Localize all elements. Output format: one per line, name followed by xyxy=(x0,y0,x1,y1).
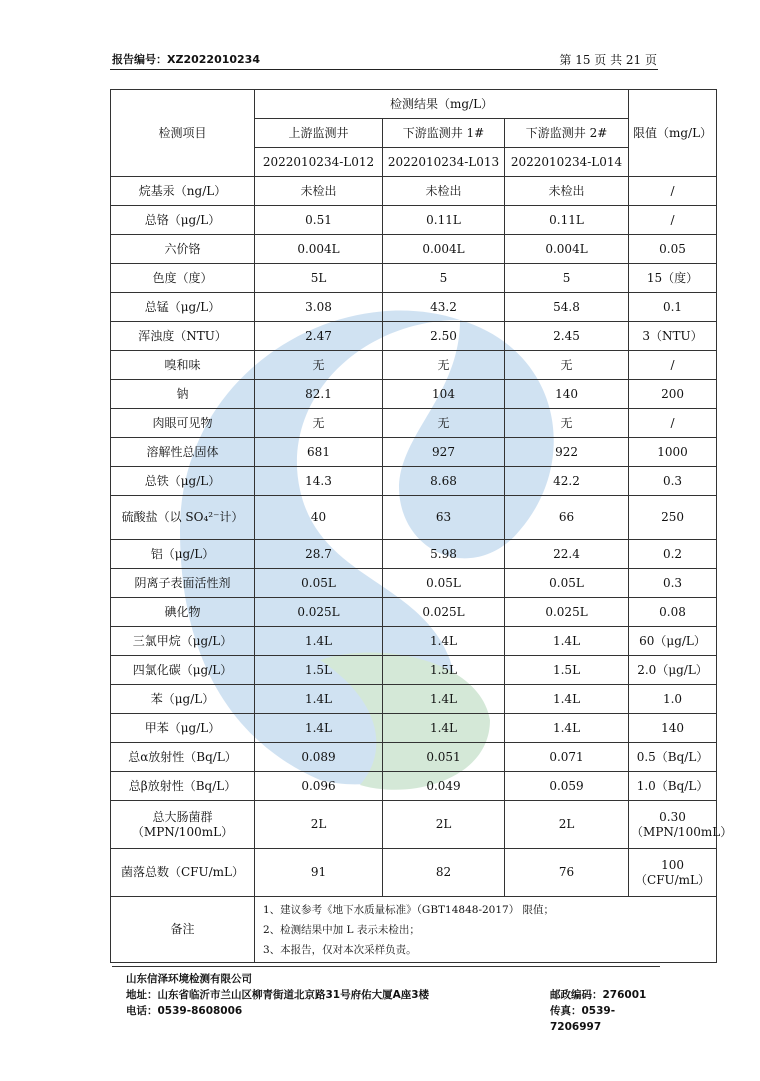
item-cell: 总β放射性（Bq/L） xyxy=(111,772,255,801)
item-cell: 甲苯（μg/L） xyxy=(111,714,255,743)
limit-cell: 140 xyxy=(629,714,717,743)
table-row xyxy=(111,540,717,569)
value-cell: 91 xyxy=(255,849,383,897)
table-row xyxy=(111,772,717,801)
sample-id: 2022010234-L013 xyxy=(383,148,505,177)
value-cell: 0.05L xyxy=(505,569,629,598)
limit-cell: 1.0（Bq/L） xyxy=(629,772,717,801)
value-cell: 5L xyxy=(255,264,383,293)
value-cell: 140 xyxy=(505,380,629,409)
value-cell: 5 xyxy=(505,264,629,293)
value-cell: 2L xyxy=(255,801,383,849)
limit-cell: 15（度） xyxy=(629,264,717,293)
header-divider xyxy=(110,69,658,70)
well-name: 下游监测井 2# xyxy=(505,119,629,148)
table-row xyxy=(111,627,717,656)
limit-cell: 200 xyxy=(629,380,717,409)
limit-cell: / xyxy=(629,177,717,206)
value-cell: 54.8 xyxy=(505,293,629,322)
footer-divider xyxy=(112,966,660,967)
table-row xyxy=(111,206,717,235)
item-cell: 色度（度） xyxy=(111,264,255,293)
value-cell: 无 xyxy=(505,351,629,380)
value-cell: 1.4L xyxy=(505,714,629,743)
well-name: 下游监测井 1# xyxy=(383,119,505,148)
value-cell: 0.025L xyxy=(255,598,383,627)
company-name: 山东信泽环境检测有限公司 xyxy=(126,973,252,985)
note-line: 1、建议参考《地下水质量标准》（GBT14848-2017） 限值； xyxy=(263,903,555,916)
value-cell: 0.004L xyxy=(383,235,505,264)
value-cell: 0.004L xyxy=(255,235,383,264)
value-cell: 1.4L xyxy=(383,627,505,656)
value-cell: 63 xyxy=(383,496,505,540)
company-phone: 电话：0539-8608006 xyxy=(126,1005,243,1017)
limit-cell: 60（μg/L） xyxy=(629,627,717,656)
result-header: 检测结果（mg/L） xyxy=(255,90,629,119)
limit-cell: 3（NTU） xyxy=(629,322,717,351)
value-cell: 2.47 xyxy=(255,322,383,351)
item-cell: 阴离子表面活性剂 xyxy=(111,569,255,598)
company-address: 地址：山东省临沂市兰山区柳青街道北京路31号府佑大厦A座3楼 xyxy=(126,989,430,1001)
value-cell: 1.4L xyxy=(383,714,505,743)
value-cell: 未检出 xyxy=(383,177,505,206)
sample-id: 2022010234-L014 xyxy=(505,148,629,177)
value-cell: 无 xyxy=(255,409,383,438)
value-cell: 82.1 xyxy=(255,380,383,409)
limit-cell: 0.1 xyxy=(629,293,717,322)
value-cell: 5.98 xyxy=(383,540,505,569)
value-cell: 3.08 xyxy=(255,293,383,322)
table-row xyxy=(111,351,717,380)
item-cell: 铝（μg/L） xyxy=(111,540,255,569)
table-row xyxy=(111,685,717,714)
notes-row xyxy=(111,897,717,963)
notes-content xyxy=(255,897,717,963)
fax: 传真：0539-7206997 xyxy=(550,1005,616,1033)
limit-cell: 0.08 xyxy=(629,598,717,627)
limit-cell: / xyxy=(629,409,717,438)
table-row xyxy=(111,322,717,351)
table-row xyxy=(111,656,717,685)
value-cell: 0.004L xyxy=(505,235,629,264)
value-cell: 无 xyxy=(383,409,505,438)
value-cell: 927 xyxy=(383,438,505,467)
well-name: 上游监测井 xyxy=(255,119,383,148)
item-cell: 溶解性总固体 xyxy=(111,438,255,467)
value-cell: 14.3 xyxy=(255,467,383,496)
value-cell: 1.4L xyxy=(255,714,383,743)
postcode: 邮政编码：276001 xyxy=(550,989,647,1001)
value-cell: 22.4 xyxy=(505,540,629,569)
table-row xyxy=(111,496,717,540)
limit-header: 限值（mg/L） xyxy=(629,90,717,177)
value-cell: 0.051 xyxy=(383,743,505,772)
value-cell: 0.071 xyxy=(505,743,629,772)
table-row xyxy=(111,801,717,849)
value-cell: 5 xyxy=(383,264,505,293)
value-cell: 66 xyxy=(505,496,629,540)
value-cell: 8.68 xyxy=(383,467,505,496)
item-cell: 碘化物 xyxy=(111,598,255,627)
item-cell: 肉眼可见物 xyxy=(111,409,255,438)
item-cell: 六价铬 xyxy=(111,235,255,264)
item-cell: 嗅和味 xyxy=(111,351,255,380)
item-cell: 总铬（μg/L） xyxy=(111,206,255,235)
item-cell: 钠 xyxy=(111,380,255,409)
note-line: 3、本报告，仅对本次采样负责。 xyxy=(263,943,417,956)
value-cell: 42.2 xyxy=(505,467,629,496)
value-cell: 1.5L xyxy=(383,656,505,685)
value-cell: 1.4L xyxy=(255,685,383,714)
page-header xyxy=(0,0,760,80)
limit-cell: / xyxy=(629,206,717,235)
item-cell: 总α放射性（Bq/L） xyxy=(111,743,255,772)
value-cell: 922 xyxy=(505,438,629,467)
table-row xyxy=(111,569,717,598)
value-cell: 1.4L xyxy=(505,627,629,656)
value-cell: 0.059 xyxy=(505,772,629,801)
value-cell: 1.4L xyxy=(505,685,629,714)
value-cell: 0.025L xyxy=(505,598,629,627)
item-cell: 浑浊度（NTU） xyxy=(111,322,255,351)
value-cell: 1.5L xyxy=(255,656,383,685)
value-cell: 无 xyxy=(505,409,629,438)
table-row xyxy=(111,467,717,496)
value-cell: 无 xyxy=(383,351,505,380)
table-row xyxy=(111,743,717,772)
table-row xyxy=(111,264,717,293)
item-cell: 苯（μg/L） xyxy=(111,685,255,714)
value-cell: 0.05L xyxy=(383,569,505,598)
limit-cell: 2.0（μg/L） xyxy=(629,656,717,685)
value-cell: 0.51 xyxy=(255,206,383,235)
sample-id: 2022010234-L012 xyxy=(255,148,383,177)
table-row xyxy=(111,714,717,743)
limit-cell: 0.2 xyxy=(629,540,717,569)
limit-cell: 100（CFU/mL） xyxy=(629,849,717,897)
table-row xyxy=(111,849,717,897)
page-number: 第 15 页 共 21 页 xyxy=(559,53,657,67)
item-header: 检测项目 xyxy=(111,90,255,177)
table-row xyxy=(111,293,717,322)
value-cell: 0.025L xyxy=(383,598,505,627)
limit-cell: 1.0 xyxy=(629,685,717,714)
notes-label: 备注 xyxy=(111,897,255,963)
page-footer xyxy=(126,971,660,1033)
table-row xyxy=(111,177,717,206)
value-cell: 82 xyxy=(383,849,505,897)
table-row xyxy=(111,380,717,409)
value-cell: 0.049 xyxy=(383,772,505,801)
limit-cell: 0.3 xyxy=(629,467,717,496)
item-cell: 烷基汞（ng/L） xyxy=(111,177,255,206)
item-cell: 总铁（μg/L） xyxy=(111,467,255,496)
item-cell: 硫酸盐（以 SO₄²⁻计） xyxy=(111,496,255,540)
report-number: 报告编号：XZ2022010234 xyxy=(112,53,260,66)
item-cell: 四氯化碳（μg/L） xyxy=(111,656,255,685)
limit-cell: 0.5（Bq/L） xyxy=(629,743,717,772)
value-cell: 28.7 xyxy=(255,540,383,569)
value-cell: 1.4L xyxy=(383,685,505,714)
value-cell: 681 xyxy=(255,438,383,467)
value-cell: 104 xyxy=(383,380,505,409)
value-cell: 2.45 xyxy=(505,322,629,351)
value-cell: 未检出 xyxy=(255,177,383,206)
table-row xyxy=(111,438,717,467)
table-row xyxy=(111,235,717,264)
limit-cell: 1000 xyxy=(629,438,717,467)
limit-cell: 0.30（MPN/100mL） xyxy=(629,801,717,849)
note-line: 2、检测结果中加 L 表示未检出； xyxy=(263,923,420,936)
value-cell: 0.096 xyxy=(255,772,383,801)
value-cell: 43.2 xyxy=(383,293,505,322)
limit-cell: 250 xyxy=(629,496,717,540)
table-row xyxy=(111,598,717,627)
table-row xyxy=(111,409,717,438)
value-cell: 0.11L xyxy=(383,206,505,235)
limit-cell: 0.05 xyxy=(629,235,717,264)
item-cell: 三氯甲烷（μg/L） xyxy=(111,627,255,656)
value-cell: 0.11L xyxy=(505,206,629,235)
value-cell: 0.05L xyxy=(255,569,383,598)
limit-cell: / xyxy=(629,351,717,380)
value-cell: 2.50 xyxy=(383,322,505,351)
value-cell: 2L xyxy=(383,801,505,849)
value-cell: 0.089 xyxy=(255,743,383,772)
value-cell: 2L xyxy=(505,801,629,849)
item-cell: 总大肠菌群（MPN/100mL） xyxy=(111,801,255,849)
value-cell: 40 xyxy=(255,496,383,540)
value-cell: 1.4L xyxy=(255,627,383,656)
item-cell: 总锰（μg/L） xyxy=(111,293,255,322)
value-cell: 未检出 xyxy=(505,177,629,206)
results-table xyxy=(110,89,733,963)
value-cell: 1.5L xyxy=(505,656,629,685)
value-cell: 无 xyxy=(255,351,383,380)
item-cell: 菌落总数（CFU/mL） xyxy=(111,849,255,897)
limit-cell: 0.3 xyxy=(629,569,717,598)
value-cell: 76 xyxy=(505,849,629,897)
